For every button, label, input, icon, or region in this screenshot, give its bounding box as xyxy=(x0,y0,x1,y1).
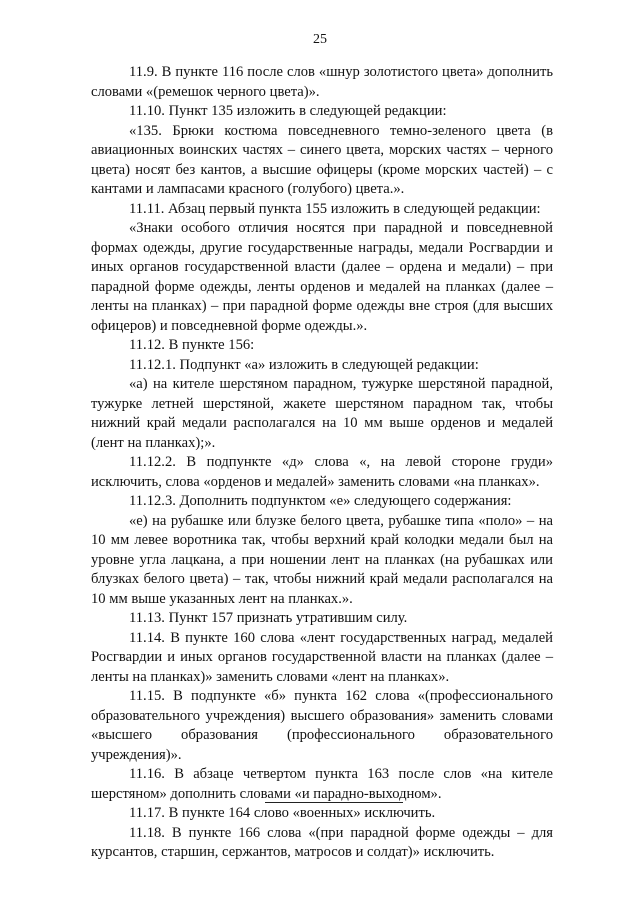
paragraph-11-15: 11.15. В подпункте «б» пункта 162 слова «(профессионального образовательного учреждения) высшего образования» заменить словами «высшего образования (профессионального образовательного учреждения)». xyxy=(91,688,553,763)
end-divider xyxy=(265,802,403,803)
paragraph-11-12-1: 11.12.1. Подпункт «а» изложить в следующей редакции: xyxy=(129,356,479,373)
paragraph-11-14: 11.14. В пункте 160 слова «лент государственных наград, медалей Росгвардии и иных органов государственной власти на планках (далее – ленты на планках)» заменить словами «лент на планках». xyxy=(91,629,553,685)
paragraph-11-9: 11.9. В пункте 116 после слов «шнур золотистого цвета» дополнить словами «(ремешок черного цвета)». xyxy=(91,64,553,100)
paragraph-11-11: 11.11. Абзац первый пункта 155 изложить в следующей редакции: xyxy=(129,200,541,217)
paragraph-11-13: 11.13. Пункт 157 признать утратившим силу. xyxy=(129,610,408,626)
paragraph-11-12-2: 11.12.2. В подпункте «д» слова «, на левой стороне груди» исключить, слова «орденов и медалей» заменить словами «на планках». xyxy=(91,454,553,490)
paragraph-11-10: 11.10. Пункт 135 изложить в следующей редакции: xyxy=(129,103,447,119)
paragraph-11-17: 11.17. В пункте 164 слово «военных» исключить. xyxy=(129,805,436,821)
page-number: 25 xyxy=(313,32,327,47)
paragraph-11-12-3: 11.12.3. Дополнить подпунктом «е» следующего содержания: xyxy=(129,493,512,509)
document-body xyxy=(91,63,553,863)
paragraph-11-12: 11.12. В пункте 156: xyxy=(129,337,255,353)
paragraph-subpoint-a-text: «а) на кителе шерстяном парадном, тужурке шерстяной парадной, тужурке летней шерстяной, жакете шерстяном парадном так, чтобы нижний край медали располагался на 10 мм выше орденов и медалей (лент на планках);». xyxy=(91,376,553,451)
paragraph-subpoint-e-text: «е) на рубашке или блузке белого цвета, рубашке типа «поло» – на 10 мм левее воротника так, чтобы верхний край колодки медали был на уровне угла лацкана, а при ношении лент на планках (на рубашках или блузках белого цвета) – так, чтобы нижний край медали располагался на 10 мм выше указанных лент на планках.». xyxy=(91,512,553,607)
paragraph-11-16: 11.16. В абзаце четвертом пункта 163 после слов «на кителе шерстяном» дополнить словами «и парадно-выходном». xyxy=(91,766,553,802)
paragraph-155-text: «Знаки особого отличия носятся при парадной и повседневной формах одежды, другие государственные награды, медали Росгвардии и иных органов государственной власти (далее – ордена и медали) – при парадной форме одежды, ленты орденов и медалей на планках (далее – ленты на планках) – при парадной форме одежды вне строя (для высших офицеров) и повседневной форме одежды.». xyxy=(91,220,553,334)
paragraph-135-text: «135. Брюки костюма повседневного темно-зеленого цвета (в авиационных воинских частях – синего цвета, морских частях – черного цвета) носят без кантов, а высшие офицеры (кроме морских частей) – с кантами и лампасами красного (голубого) цвета.». xyxy=(91,122,553,197)
paragraph-11-18: 11.18. В пункте 166 слова «(при парадной форме одежды – для курсантов, старшин, сержантов, матросов и солдат)» исключить. xyxy=(91,824,553,860)
